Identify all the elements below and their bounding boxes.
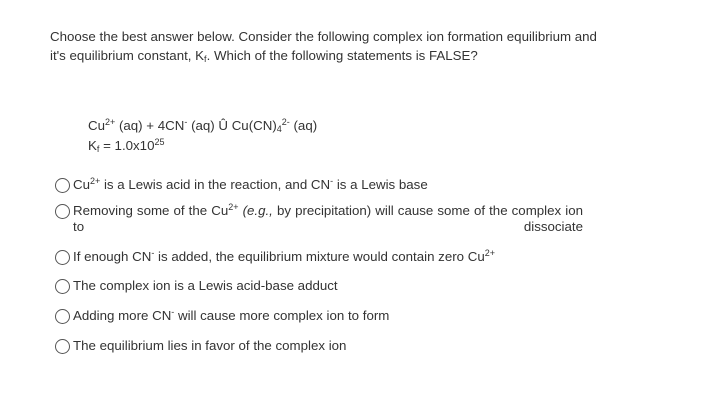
answer-option-label xyxy=(73,203,583,235)
kf-value xyxy=(88,136,317,156)
reaction-block xyxy=(88,116,317,156)
radio-button-icon[interactable] xyxy=(55,178,70,193)
radio-button-icon[interactable] xyxy=(55,250,70,265)
reaction-equation xyxy=(88,116,317,136)
radio-button-icon[interactable] xyxy=(55,279,70,294)
answer-option-4[interactable] xyxy=(55,278,338,294)
kf-value-text: $K_f = 1.0x10^{25}$ xyxy=(88,137,165,154)
radio-button-icon[interactable] xyxy=(55,309,70,324)
answer-option-label xyxy=(73,308,389,324)
rich-option-0: $Cu^{2+}$ is a Lewis acid in the reaction, and CN- is a Lewis base xyxy=(73,176,428,192)
answer-option-label: The complex ion is a Lewis acid-base adduct xyxy=(73,278,338,293)
answer-option-2[interactable] xyxy=(55,203,583,235)
radio-button-icon[interactable] xyxy=(55,339,70,354)
answer-option-3[interactable] xyxy=(55,249,495,265)
rich-option-4: Adding more CN- will cause more complex ion to form xyxy=(73,307,390,323)
radio-button-icon[interactable] xyxy=(55,204,70,219)
answer-option-label: The equilibrium lies in favor of the complex ion xyxy=(73,338,347,353)
reaction-equation-text: $Cu^{2+}$ (aq) + 4CN- (aq) Û $Cu(CN)_4^{2-}$ (aq) xyxy=(88,117,318,134)
answer-option-6[interactable] xyxy=(55,338,346,354)
answer-option-1[interactable] xyxy=(55,177,428,193)
answer-option-label xyxy=(73,177,428,193)
answer-option-5[interactable] xyxy=(55,308,389,324)
rich-option-1: Removing some of the $Cu^{2+}$ (e.g., by precipitation) will cause some of the complex ion to dissociate xyxy=(73,202,583,234)
question-text: Choose the best answer below. Consider the following complex ion formation equilibrium and it's equilibrium constant, $K_f$. Which of the following statements is FALSE? xyxy=(50,29,597,64)
answer-option-label xyxy=(73,249,495,265)
rich-option-2: If enough CN- is added, the equilibrium mixture would contain zero $Cu^{2+}$ xyxy=(73,248,496,264)
